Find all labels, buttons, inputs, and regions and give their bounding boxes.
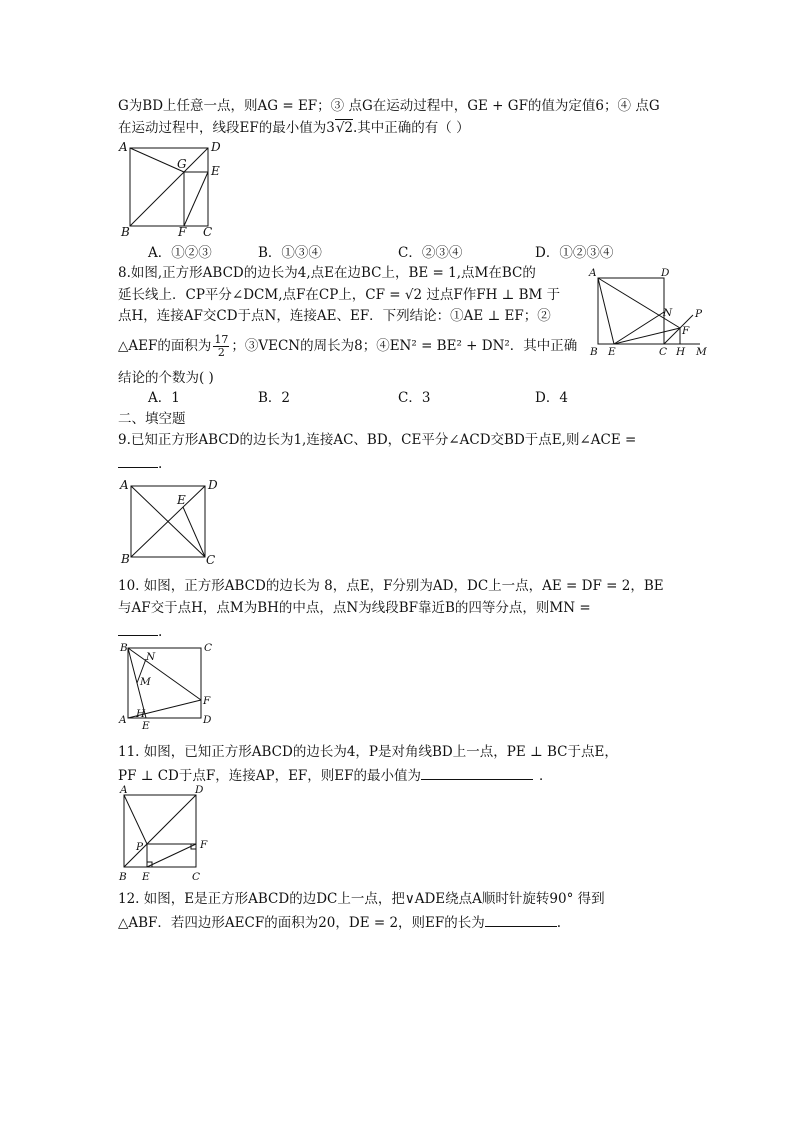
q7-diagonal-bd xyxy=(130,148,208,226)
q10-label-d: D xyxy=(203,714,212,726)
q7-segment-ag xyxy=(130,148,184,172)
q10-label-a: A xyxy=(119,714,127,726)
q9-diagonal-bd xyxy=(131,486,205,557)
q9-square xyxy=(131,486,205,557)
q8-option-b[interactable]: B．2 xyxy=(258,390,291,406)
q8-bisector-cp xyxy=(664,315,693,344)
q11-line-2: PF ⊥ CD于点F，连接AP，EF，则EF的最小值为 ． xyxy=(118,765,553,785)
q8-label-a: A xyxy=(589,267,597,279)
q8-label-m: M xyxy=(696,346,707,358)
q11-right-angle-f xyxy=(191,844,196,849)
q10-label-h: H xyxy=(136,708,146,720)
q8-label-p: P xyxy=(695,308,703,320)
q7-option-b[interactable]: B．①③④ xyxy=(258,245,322,261)
q11-square xyxy=(124,795,196,867)
q7-option-d[interactable]: D．①②③④ xyxy=(535,245,614,261)
q10-label-n: N xyxy=(146,651,156,663)
q10-label-c: C xyxy=(204,642,213,654)
q11-label-d: D xyxy=(195,784,204,796)
q10-answer-blank[interactable] xyxy=(118,621,158,636)
q7-option-c[interactable]: C．②③④ xyxy=(398,245,463,261)
q12-line-1: 12. 如图，E是正方形ABCD的边DC上一点，把∨ADE绕点A顺时针旋转90° 得到 xyxy=(118,891,605,907)
q9-label-d: D xyxy=(208,478,218,492)
q7-label-c: C xyxy=(203,225,213,239)
q8-label-b: B xyxy=(590,346,598,358)
q11-label-c: C xyxy=(192,871,201,883)
q10-label-e: E xyxy=(142,720,150,732)
q11-answer-blank[interactable] xyxy=(421,765,533,780)
q7-line-2a: 在运动过程中，线段EF的最小值为3 xyxy=(118,120,335,136)
q11-segment-ef xyxy=(147,844,196,867)
q11-label-f: F xyxy=(200,839,208,851)
section-fill-in-title: 二、填空题 xyxy=(118,411,186,427)
q9-diagonal-ac xyxy=(131,486,205,557)
q10-line-2: 与AF交于点H，点M为BH的中点，点N为线段BF靠近B的四等分点，则MN = xyxy=(118,600,591,616)
q10-segment-mn xyxy=(137,659,146,683)
q10-label-f: F xyxy=(203,695,211,707)
q11-label-e: E xyxy=(142,871,150,883)
q7-label-d: D xyxy=(211,140,221,154)
q7-line-2b: .其中正确的有（ ） xyxy=(353,120,470,136)
q10-label-b: B xyxy=(120,642,128,654)
q8-option-d[interactable]: D．4 xyxy=(535,390,568,406)
q9-label-c: C xyxy=(206,553,216,567)
q9-label-a: A xyxy=(120,478,129,492)
q9-line-1: 9.已知正方形ABCD的边长为1,连接AC、BD，CE平分∠ACD交BD于点E,则∠ACE = xyxy=(118,432,637,448)
q9-label-b: B xyxy=(121,552,130,566)
q8-label-c: C xyxy=(659,346,668,358)
q9-answer-blank[interactable] xyxy=(118,453,158,468)
q7-square xyxy=(130,148,208,226)
q10-segment-be xyxy=(128,648,146,718)
q7-label-e: E xyxy=(211,164,220,178)
q11-label-p: P xyxy=(136,841,144,853)
q8-line-4b: ；③VECN的周长为8；④EN² = BE² + DN²．其中正确 xyxy=(231,338,578,354)
q12-answer-blank[interactable] xyxy=(485,912,557,927)
q10-square xyxy=(128,648,201,718)
q7-label-f: F xyxy=(178,225,187,239)
q8-line-3: 点H，连接AF交CD于点N，连接AE、EF．下列结论：①AE ⊥ EF；② xyxy=(118,308,551,324)
q8-line-4 xyxy=(118,334,577,359)
q8-label-n: N xyxy=(663,307,673,319)
q9-line-2: . xyxy=(118,453,162,473)
q8-label-h: H xyxy=(676,346,686,358)
q7-line-1: G为BD上任意一点，则AG = EF；③ 点G在运动过程中，GE + GF的值为定值6；④ 点G xyxy=(118,98,660,114)
q9-label-e: E xyxy=(177,493,186,507)
q7-option-a[interactable]: A．①②③ xyxy=(148,245,212,261)
q10-line-1: 10. 如图，正方形ABCD的边长为 8，点E，F分别为AD，DC上一点，AE = DF = 2，BE xyxy=(118,578,664,594)
q9-segment-ce xyxy=(183,507,205,557)
q11-segment-ap xyxy=(124,795,147,844)
q8-label-e: E xyxy=(608,346,616,358)
q10-segment-bf xyxy=(128,648,201,700)
q8-line-1: 8.如图,正方形ABCD的边长为4,点E在边BC上，BE = 1,点M在BC的 xyxy=(118,265,536,281)
q11-right-angle-e xyxy=(147,862,152,867)
q8-segment-ef xyxy=(614,328,680,344)
q11-line-1: 11. 如图，已知正方形ABCD的边长为4，P是对角线BD上一点，PE ⊥ BC于点E， xyxy=(118,744,618,760)
q8-segment-ae xyxy=(598,278,614,344)
q8-square xyxy=(598,278,664,344)
q11-label-a: A xyxy=(120,784,128,796)
q8-option-c[interactable]: C．3 xyxy=(398,390,431,406)
q10-line-3: . xyxy=(118,621,162,641)
q7-sqrt: √2 xyxy=(335,120,354,136)
q8-segment-af xyxy=(598,278,680,328)
q7-label-g: G xyxy=(177,157,187,171)
q8-line-2: 延长线上．CP平分∠DCM,点F在CP上，CF = √2 过点F作FH ⊥ BM 于 xyxy=(118,287,561,303)
q8-fraction: $\frac{17}{2}$ xyxy=(214,333,229,359)
q11-label-b: B xyxy=(119,871,127,883)
q8-label-d: D xyxy=(661,267,670,279)
q7-label-b: B xyxy=(121,225,130,239)
q11-diagonal-bd xyxy=(124,795,196,867)
q7-segment-ef xyxy=(184,172,208,226)
q10-label-m: M xyxy=(140,676,151,688)
q12-line-2: △ABF．若四边形AECF的面积为20，DE = 2，则EF的长为 . xyxy=(118,912,561,932)
q8-line-5: 结论的个数为( ) xyxy=(118,370,214,386)
q7-label-a: A xyxy=(119,140,128,154)
q8-line-4a: △AEF的面积为 xyxy=(118,338,212,354)
q8-label-f: F xyxy=(682,325,690,337)
q7-line-2 xyxy=(118,119,470,137)
q8-segment-en xyxy=(614,312,664,344)
q8-option-a[interactable]: A．1 xyxy=(148,390,180,406)
q10-segment-af xyxy=(128,700,201,718)
